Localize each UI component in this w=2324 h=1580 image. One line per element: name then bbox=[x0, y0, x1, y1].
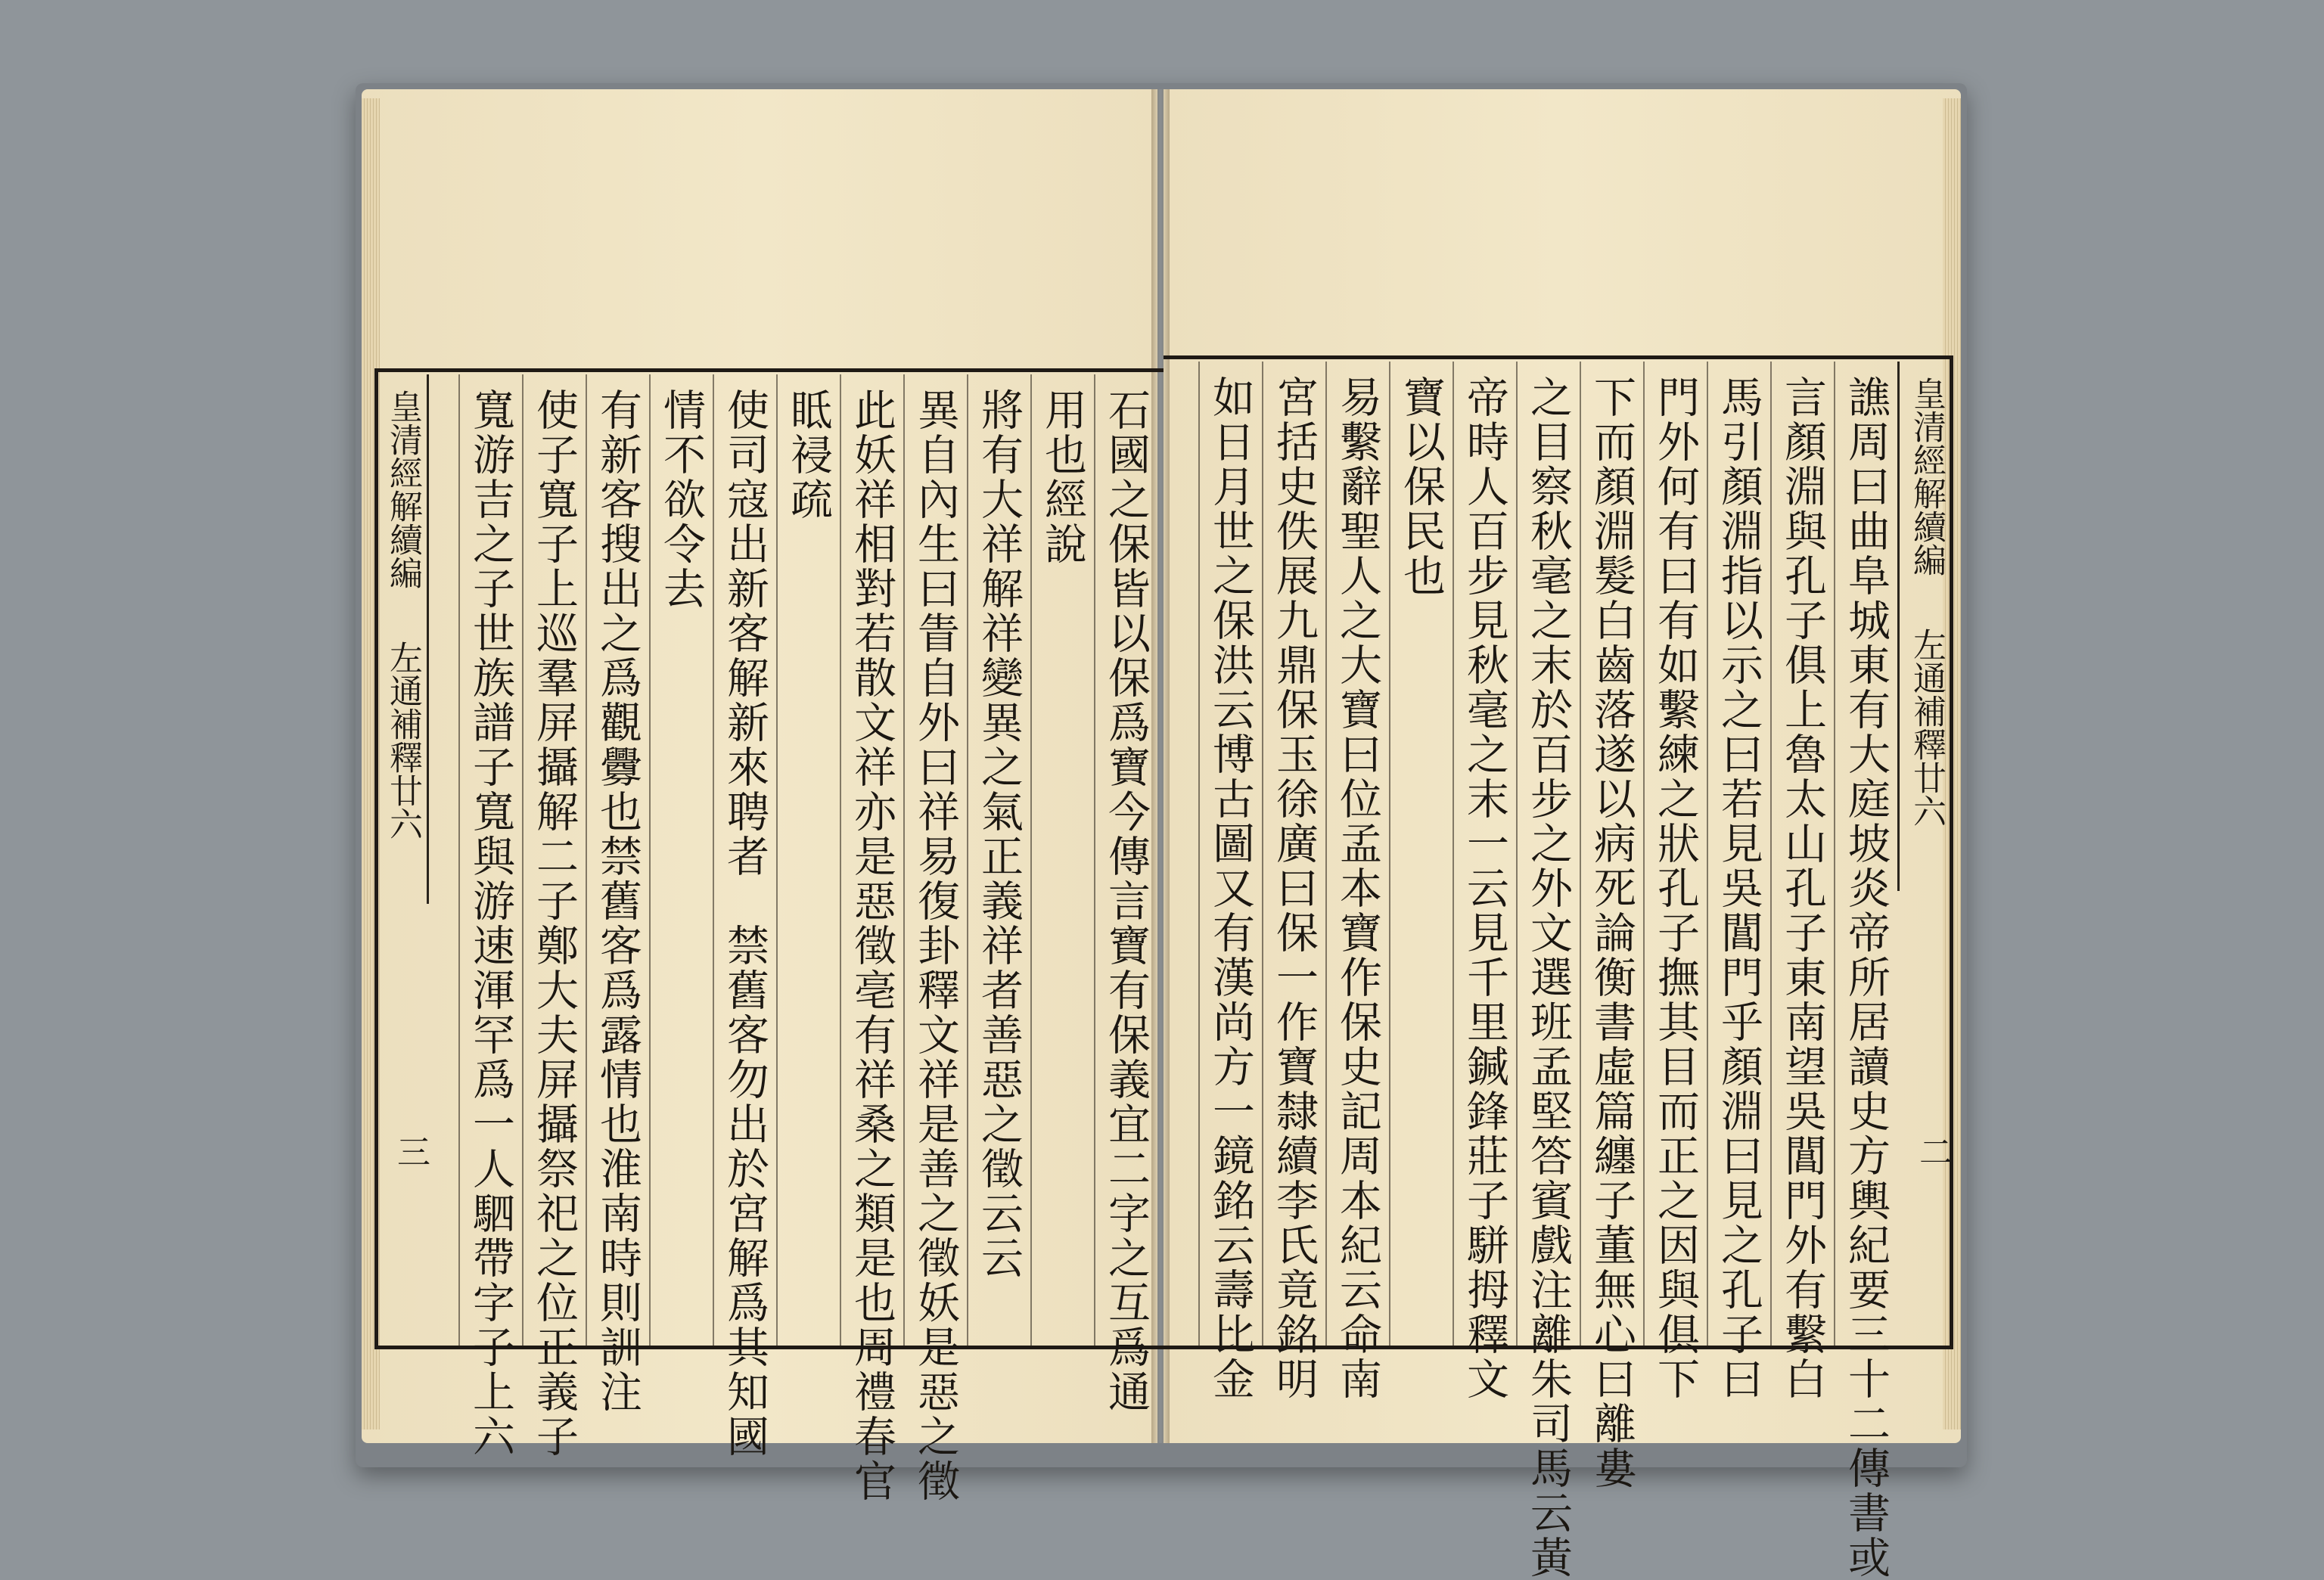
right-column-8: 寶以保民也 bbox=[1389, 362, 1452, 1346]
right-folio: 二 bbox=[1913, 1135, 1952, 1168]
left-folio: 三 bbox=[391, 1135, 430, 1168]
right-column-11: 如日月世之保洪云博古圖又有漢尚方一鏡銘云壽比金 bbox=[1198, 362, 1262, 1346]
left-column-5: 此妖祥相對若散文祥亦是惡徵亳有祥桑之類是也周禮春官 bbox=[840, 374, 903, 1346]
right-column-1: 譙周曰曲阜城東有大庭坡炎帝所居讀史方輿紀要三十二傳書或 bbox=[1834, 362, 1897, 1346]
left-column-10: 使子寬子上巡羣屏攝解二子鄭大夫屏攝祭祀之位正義子 bbox=[522, 374, 586, 1346]
left-column-6: 眡祲疏 bbox=[776, 374, 840, 1346]
left-column-4: 異自內生曰眚自外曰祥易復卦釋文祥是善之徵妖是惡之徵 bbox=[903, 374, 967, 1346]
left-gutter-title bbox=[376, 374, 429, 904]
left-column-9: 有新客搜出之爲觀釁也禁舊客爲露情也淮南時則訓注 bbox=[586, 374, 649, 1346]
right-gutter-book-title: 皇清經解續編 bbox=[1907, 377, 1946, 576]
left-gutter-book-title: 皇清經解續編 bbox=[384, 390, 422, 589]
left-column-8: 情不欲令去 bbox=[649, 374, 713, 1346]
left-text-columns bbox=[433, 374, 1157, 1504]
right-column-10: 宮括史佚展九鼎保玉徐廣曰保一作寶隸續李氏竟銘明 bbox=[1262, 362, 1325, 1346]
left-column-3: 將有大祥解祥變異之氣正義祥者善惡之徵云云 bbox=[967, 374, 1030, 1346]
right-gutter-title bbox=[1897, 362, 1950, 891]
right-text-columns bbox=[1173, 362, 1897, 1580]
left-column-11: 寬游吉之子世族譜子寬與游速渾罕爲一人駟帶字子上六 bbox=[458, 374, 522, 1346]
right-column-5: 下而顏淵髮白齒落遂以病死論衡書虛篇纏子董無心曰離婁 bbox=[1580, 362, 1643, 1346]
right-column-7: 帝時人百步見秋毫之末一云見千里鍼鋒莊子駢拇釋文 bbox=[1452, 362, 1516, 1346]
left-column-2: 用也經說 bbox=[1030, 374, 1094, 1346]
right-column-3: 馬引顏淵指以示之曰若見吳閶門乎顏淵曰見之孔子曰 bbox=[1707, 362, 1770, 1346]
left-column-1: 石國之保皆以保爲寶今傳言寶有保義宜二字之互爲通 bbox=[1094, 374, 1157, 1346]
right-column-6: 之目察秋毫之末於百步之外文選班孟堅答賓戲注離朱司馬云黃 bbox=[1516, 362, 1580, 1346]
left-column-7: 使司寇出新客解新來聘者 禁舊客勿出於宮解爲其知國 bbox=[713, 374, 776, 1346]
right-column-4: 門外何有曰有如繫練之狀孔子撫其目而正之因與俱下 bbox=[1643, 362, 1707, 1346]
left-gutter-chapter: 左通補釋廿六 bbox=[384, 641, 422, 840]
right-column-2: 言顏淵與孔子俱上魯太山孔子東南望吳閶門外有繫白 bbox=[1770, 362, 1834, 1346]
right-column-9: 易繫辭聖人之大寶曰位孟本寶作保史記周本紀云命南 bbox=[1325, 362, 1389, 1346]
right-gutter-chapter: 左通補釋廿六 bbox=[1907, 628, 1946, 827]
